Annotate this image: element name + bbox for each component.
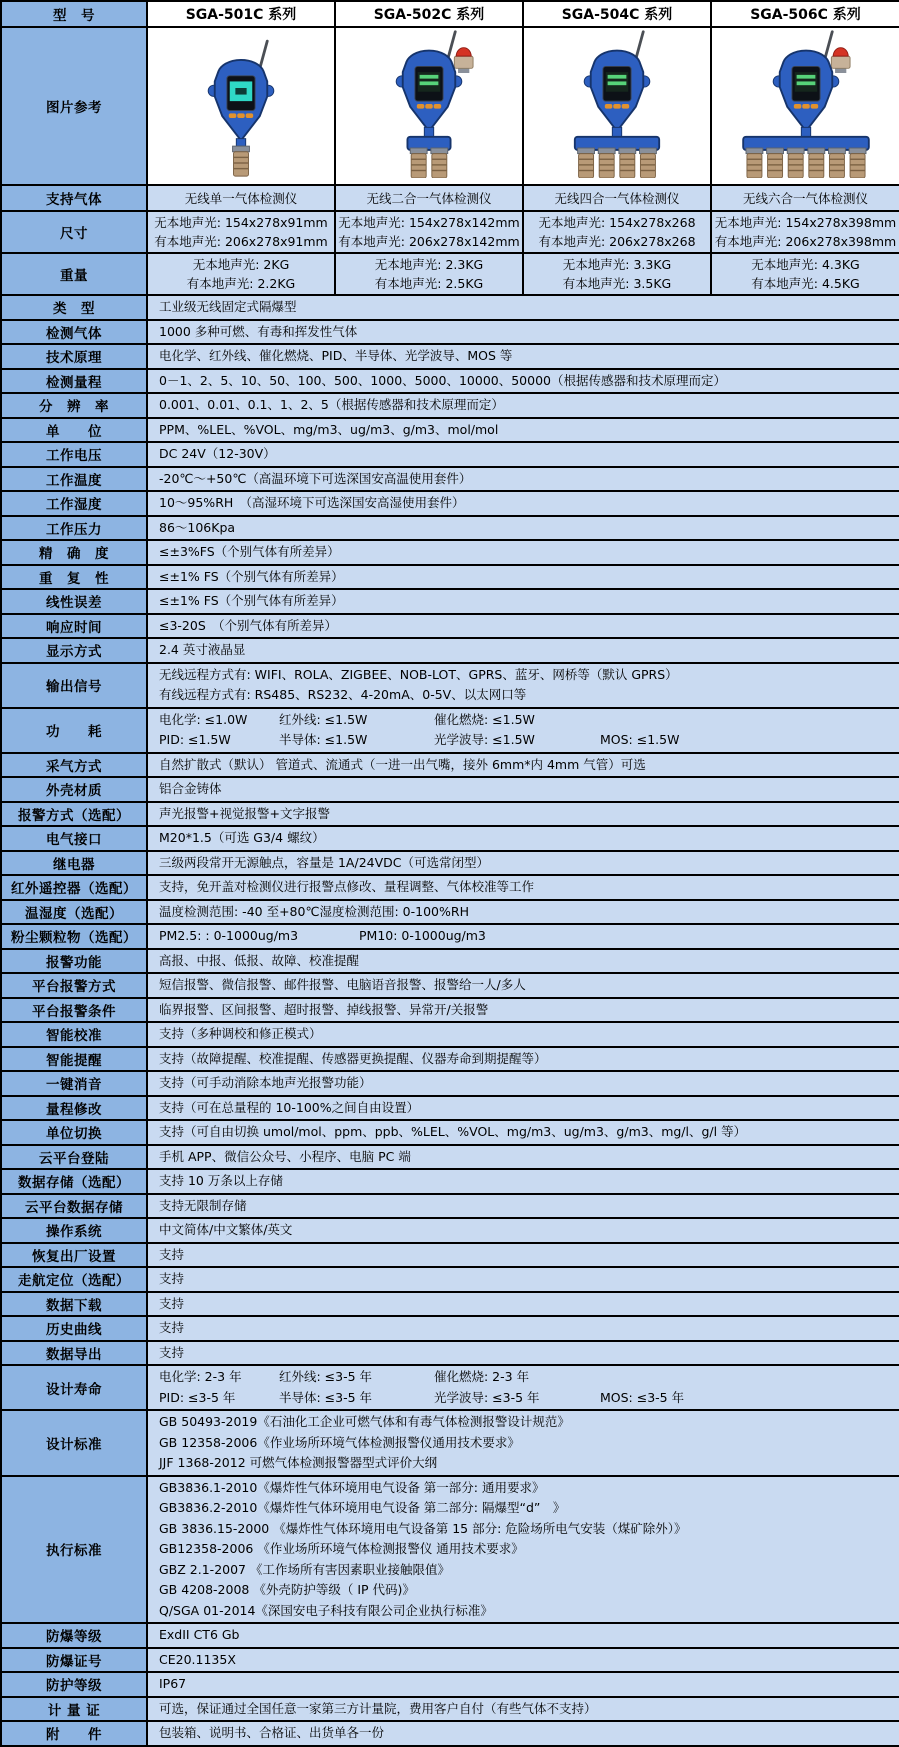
- spec-cell-line: 无线六合一气体检测仪: [742, 190, 868, 206]
- model-name-2: SGA-502C 系列: [335, 1, 523, 27]
- spec-value: [147, 924, 899, 949]
- spec-value: 铝合金铸体: [147, 777, 899, 802]
- image-row-label: 图片参考: [1, 27, 147, 185]
- spec-row: [1, 253, 899, 295]
- spec-value: DC 24V（12-30V）: [147, 442, 899, 467]
- spec-value-line: GB 4208-2008 《外壳防护等级（ IP 代码)》: [159, 1582, 415, 1597]
- spec-row: [1, 1648, 899, 1673]
- spec-value: [147, 900, 899, 925]
- spec-cell-line: 无本地声光: 4.3KG: [751, 257, 860, 272]
- spec-row: [1, 973, 899, 998]
- row-label: 附 件: [1, 1721, 147, 1746]
- spec-row: [1, 491, 899, 516]
- spec-value: 声光报警+视觉报警+文字报警: [147, 802, 899, 827]
- sensor-probe-icon: [766, 148, 783, 178]
- spec-value-segment: PID: ≤1.5W: [159, 732, 231, 747]
- spec-value-line: GB 50493-2019《石油化工企业可燃气体和有毒气体检测报警设计规范》: [159, 1414, 570, 1429]
- spec-row: [1, 1071, 899, 1096]
- row-label: 粉尘颗粒物（选配）: [1, 924, 147, 949]
- sensor-probe-icon: [431, 148, 448, 178]
- spec-value-segment: PM10: 0-1000ug/m3: [359, 928, 486, 943]
- header-row: [1, 1, 899, 27]
- spec-value: ExdII CT6 Gb: [147, 1623, 899, 1648]
- spec-value-line: [159, 902, 895, 923]
- row-label: 执行标准: [1, 1476, 147, 1624]
- spec-row: [1, 1623, 899, 1648]
- spec-value-line: GB12358-2006 《作业场所环境气体检测报警仪 通用技术要求》: [159, 1541, 524, 1556]
- spec-cell-line: 有本地声光: 206x278x142mm: [338, 234, 520, 249]
- spec-value: 高报、中报、低报、故障、校准提醒: [147, 949, 899, 974]
- row-label: 数据存储（选配）: [1, 1169, 147, 1194]
- spec-value-segment: 电化学: 2-3 年: [159, 1369, 242, 1384]
- spec-row: [1, 393, 899, 418]
- spec-value: 10～95%RH （高湿环境下可选深国安高湿使用套件）: [147, 491, 899, 516]
- row-label: 报警方式（选配）: [1, 802, 147, 827]
- spec-cell-line: 有本地声光: 206x278x268: [538, 234, 696, 249]
- row-label: 重 复 性: [1, 565, 147, 590]
- spec-row: [1, 516, 899, 541]
- spec-row: [1, 1218, 899, 1243]
- model-header-label: 型 号: [1, 1, 147, 27]
- spec-value: 支持（可自由切换 umol/mol、ppm、ppb、%LEL、%VOL、mg/m3、ug/m3、g/m3、mg/l、g/l 等）: [147, 1120, 899, 1145]
- spec-cell-line: 无本地声光: 2.3KG: [374, 257, 484, 272]
- spec-row: [1, 1697, 899, 1722]
- spec-table-body: [1, 1, 899, 1746]
- spec-value-segment: 湿度检测范围: 0-100%RH: [319, 903, 469, 919]
- spec-cell: [711, 211, 899, 253]
- spec-value: 中文简体/中文繁体/英文: [147, 1218, 899, 1243]
- spec-value: [147, 1476, 899, 1624]
- spec-row: [1, 1672, 899, 1697]
- row-label: 防爆等级: [1, 1623, 147, 1648]
- sensor-probe-icon: [598, 148, 615, 178]
- spec-value-segment: MOS: ≤3-5 年: [600, 1389, 685, 1405]
- sensor-probe-icon: [807, 148, 824, 178]
- row-label: 精 确 度: [1, 540, 147, 565]
- spec-value-segment: MOS: ≤1.5W: [600, 732, 680, 747]
- spec-row: [1, 1316, 899, 1341]
- spec-value: 支持（可在总量程的 10-100%之间自由设置）: [147, 1096, 899, 1121]
- spec-value: M20*1.5（可选 G3/4 螺纹）: [147, 826, 899, 851]
- spec-row: [1, 1096, 899, 1121]
- spec-row: [1, 442, 899, 467]
- row-label: 检测量程: [1, 369, 147, 394]
- spec-value: 86～106Kpa: [147, 516, 899, 541]
- spec-cell-line: 有本地声光: 2.5KG: [374, 276, 484, 291]
- spec-value: [147, 1410, 899, 1476]
- spec-cell: [523, 185, 711, 211]
- row-label: 操作系统: [1, 1218, 147, 1243]
- spec-row: [1, 1476, 899, 1624]
- spec-value-line: [159, 1367, 895, 1388]
- row-label: 响应时间: [1, 614, 147, 639]
- spec-row: [1, 875, 899, 900]
- row-label: 工作电压: [1, 442, 147, 467]
- row-label: 继电器: [1, 851, 147, 876]
- spec-value-segment: PM2.5: : 0-1000ug/m3: [159, 928, 299, 943]
- spec-value-line: [159, 730, 895, 751]
- spec-row: [1, 1721, 899, 1746]
- spec-value-segment: 半导体: ≤3-5 年: [279, 1389, 373, 1405]
- spec-value: 支持: [147, 1292, 899, 1317]
- row-label: 云平台数据存储: [1, 1194, 147, 1219]
- spec-row: [1, 467, 899, 492]
- spec-row: [1, 1267, 899, 1292]
- spec-value: 手机 APP、微信公众号、小程序、电脑 PC 端: [147, 1145, 899, 1170]
- alarm-beacon-icon: [454, 48, 473, 73]
- spec-row: [1, 1022, 899, 1047]
- product-image-SGA-502C: [335, 27, 523, 185]
- row-label: 智能提醒: [1, 1047, 147, 1072]
- spec-cell: [523, 253, 711, 295]
- spec-row: [1, 369, 899, 394]
- detector-illustration-SGA-501C: [157, 28, 325, 178]
- spec-value: CE20.1135X: [147, 1648, 899, 1673]
- row-label: 单 位: [1, 418, 147, 443]
- row-label: 工作湿度: [1, 491, 147, 516]
- row-label: 重量: [1, 253, 147, 295]
- spec-value-line: [159, 710, 895, 731]
- sensor-probe-icon: [640, 148, 657, 178]
- row-label: 数据导出: [1, 1341, 147, 1366]
- spec-value-segment: 催化燃烧: 2-3 年: [434, 1369, 530, 1384]
- detector-body: [773, 51, 839, 132]
- spec-row: [1, 540, 899, 565]
- spec-cell: [147, 253, 335, 295]
- spec-value-line: Q/SGA 01-2014《深国安电子科技有限公司企业执行标准》: [159, 1602, 493, 1618]
- spec-cell-line: 无线四合一气体检测仪: [554, 190, 680, 206]
- row-label: 云平台登陆: [1, 1145, 147, 1170]
- spec-cell: [335, 211, 523, 253]
- spec-value-line: GB 3836.15-2000 《爆炸性气体环境用电气设备第 15 部分: 危险场所电气安装（煤矿除外）》: [159, 1520, 687, 1536]
- spec-cell-line: 有本地声光: 206x278x398mm: [714, 234, 897, 249]
- spec-value: 支持: [147, 1316, 899, 1341]
- detector-body: [584, 51, 650, 132]
- product-image-SGA-506C: [711, 27, 899, 185]
- spec-cell-line: 无本地声光: 154x278x268: [538, 215, 696, 230]
- row-label: 数据下载: [1, 1292, 147, 1317]
- spec-value: 支持（可手动消除本地声光报警功能）: [147, 1071, 899, 1096]
- spec-row: [1, 185, 899, 211]
- spec-cell: [147, 211, 335, 253]
- row-label: 尺寸: [1, 211, 147, 253]
- sensor-probe-icon: [233, 146, 250, 176]
- spec-cell-line: 有本地声光: 2.2KG: [186, 276, 296, 291]
- sensor-probe-icon: [410, 148, 427, 178]
- alarm-beacon-icon: [831, 48, 850, 73]
- spec-value-line: JJF 1368-2012 可燃气体检测报警器型式评价大纲: [159, 1455, 438, 1470]
- row-label: 采气方式: [1, 753, 147, 778]
- spec-value-segment: 光学波导: ≤1.5W: [434, 732, 535, 747]
- row-label: 计 量 证: [1, 1697, 147, 1722]
- spec-row: [1, 949, 899, 974]
- spec-value: 工业级无线固定式隔爆型: [147, 295, 899, 320]
- image-row: [1, 27, 899, 185]
- row-label: 检测气体: [1, 320, 147, 345]
- spec-value-segment: 红外线: ≤3-5 年: [279, 1369, 373, 1384]
- spec-value-segment: 催化燃烧: ≤1.5W: [434, 711, 535, 727]
- spec-row: [1, 211, 899, 253]
- row-label: 报警功能: [1, 949, 147, 974]
- spec-row: [1, 1169, 899, 1194]
- spec-row: [1, 1194, 899, 1219]
- spec-row: [1, 1047, 899, 1072]
- row-label: 历史曲线: [1, 1316, 147, 1341]
- spec-value: [147, 708, 899, 753]
- detector-body: [396, 51, 462, 132]
- row-label: 红外遥控器（选配）: [1, 875, 147, 900]
- row-label: 工作温度: [1, 467, 147, 492]
- spec-row: [1, 1145, 899, 1170]
- detector-body: [208, 60, 274, 141]
- row-label: 输出信号: [1, 663, 147, 708]
- detector-illustration-SGA-504C: [533, 28, 701, 178]
- spec-value: -20℃～+50℃（高温环境下可选深国安高温使用套件）: [147, 467, 899, 492]
- spec-cell-line: 无本地声光: 154x278x142mm: [338, 215, 520, 230]
- spec-row: [1, 753, 899, 778]
- spec-row: [1, 295, 899, 320]
- row-label: 功 耗: [1, 708, 147, 753]
- spec-value: 1000 多种可燃、有毒和挥发性气体: [147, 320, 899, 345]
- spec-cell-line: 有本地声光: 4.5KG: [751, 276, 860, 291]
- row-label: 线性误差: [1, 589, 147, 614]
- spec-value: 0.001、0.01、0.1、1、2、5（根据传感器和技术原理而定）: [147, 393, 899, 418]
- spec-row: [1, 1120, 899, 1145]
- product-image-SGA-504C: [523, 27, 711, 185]
- spec-cell: [335, 253, 523, 295]
- spec-value: ≤±1% FS（个别气体有所差异）: [147, 589, 899, 614]
- spec-value-line: GBZ 2.1-2007 《工作场所有害因素职业接触限值》: [159, 1561, 450, 1577]
- sensor-probe-icon: [787, 148, 804, 178]
- spec-row: [1, 998, 899, 1023]
- spec-cell-line: 无线单一气体检测仪: [184, 190, 298, 206]
- row-label: 类 型: [1, 295, 147, 320]
- spec-value: ≤±3%FS（个别气体有所差异）: [147, 540, 899, 565]
- sensor-probe-icon: [619, 148, 636, 178]
- spec-value: 可选，保证通过全国任意一家第三方计量院，费用客户自付（有些气体不支持）: [147, 1697, 899, 1722]
- spec-value: ≤±1% FS（个别气体有所差异）: [147, 565, 899, 590]
- spec-value: IP67: [147, 1672, 899, 1697]
- spec-value: 电化学、红外线、催化燃烧、PID、半导体、光学波导、MOS 等: [147, 344, 899, 369]
- row-label: 显示方式: [1, 638, 147, 663]
- row-label: 平台报警条件: [1, 998, 147, 1023]
- model-name-4: SGA-506C 系列: [711, 1, 899, 27]
- row-label: 设计寿命: [1, 1365, 147, 1410]
- spec-value: 支持: [147, 1267, 899, 1292]
- spec-row: [1, 851, 899, 876]
- detector-illustration-SGA-506C: [722, 28, 890, 178]
- spec-cell: [523, 211, 711, 253]
- spec-value: [147, 1365, 899, 1410]
- spec-value-segment: 光学波导: ≤3-5 年: [434, 1389, 540, 1405]
- spec-value-segment: 温度检测范围: -40 至+80℃: [159, 903, 320, 919]
- spec-row: [1, 900, 899, 925]
- spec-row: [1, 1243, 899, 1268]
- spec-value: 支持（故障提醒、校准提醒、传感器更换提醒、仪器寿命到期提醒等）: [147, 1047, 899, 1072]
- row-label: 智能校准: [1, 1022, 147, 1047]
- sensor-probe-icon: [578, 148, 595, 178]
- product-image-SGA-501C: [147, 27, 335, 185]
- spec-value: 支持: [147, 1341, 899, 1366]
- spec-cell: [147, 185, 335, 211]
- row-label: 走航定位（选配）: [1, 1267, 147, 1292]
- spec-row: [1, 344, 899, 369]
- spec-row: [1, 802, 899, 827]
- spec-value: 支持无限制存储: [147, 1194, 899, 1219]
- spec-value: PPM、%LEL、%VOL、mg/m3、ug/m3、g/m3、mol/mol: [147, 418, 899, 443]
- spec-value-line: GB 12358-2006《作业场所环境气体检测报警仪通用技术要求》: [159, 1434, 520, 1450]
- spec-value: 支持 10 万条以上存储: [147, 1169, 899, 1194]
- sensor-probe-icon: [746, 148, 763, 178]
- spec-row: [1, 777, 899, 802]
- spec-value-line: 无线远程方式有: WIFI、ROLA、ZIGBEE、NOB-LOT、GPRS、蓝牙、网桥等（默认 GPRS）: [159, 666, 678, 682]
- spec-value-line: GB3836.2-2010《爆炸性气体环境用电气设备 第二部分: 隔爆型“d” 》: [159, 1500, 566, 1515]
- row-label: 设计标准: [1, 1410, 147, 1476]
- row-label: 支持气体: [1, 185, 147, 211]
- spec-row: [1, 1410, 899, 1476]
- model-name-1: SGA-501C 系列: [147, 1, 335, 27]
- spec-row: [1, 826, 899, 851]
- spec-row: [1, 565, 899, 590]
- model-name-3: SGA-504C 系列: [523, 1, 711, 27]
- spec-value: 临界报警、区间报警、超时报警、掉线报警、异常开/关报警: [147, 998, 899, 1023]
- row-label: 电气接口: [1, 826, 147, 851]
- spec-value: 短信报警、微信报警、邮件报警、电脑语音报警、报警给一人/多人: [147, 973, 899, 998]
- spec-value-line: GB3836.1-2010《爆炸性气体环境用电气设备 第一部分: 通用要求》: [159, 1479, 545, 1495]
- spec-value: 包装箱、说明书、合格证、出货单各一份: [147, 1721, 899, 1746]
- spec-row: [1, 663, 899, 708]
- spec-value: ≤3-20S （个别气体有所差异）: [147, 614, 899, 639]
- spec-value-line: [159, 1388, 895, 1409]
- row-label: 温湿度（选配）: [1, 900, 147, 925]
- row-label: 防爆证号: [1, 1648, 147, 1673]
- spec-cell: [711, 185, 899, 211]
- sensor-probe-icon: [828, 148, 845, 178]
- spec-cell-line: 无本地声光: 154x278x91mm: [154, 215, 328, 230]
- spec-cell-line: 无本地声光: 154x278x398mm: [714, 215, 897, 230]
- row-label: 单位切换: [1, 1120, 147, 1145]
- spec-row: [1, 924, 899, 949]
- spec-row: [1, 589, 899, 614]
- row-label: 外壳材质: [1, 777, 147, 802]
- spec-value-segment: 红外线: ≤1.5W: [279, 711, 368, 727]
- spec-row: [1, 418, 899, 443]
- spec-cell: [335, 185, 523, 211]
- spec-value: 三级两段常开无源触点，容量是 1A/24VDC（可选常闭型）: [147, 851, 899, 876]
- row-label: 恢复出厂设置: [1, 1243, 147, 1268]
- spec-value: 支持，免开盖对检测仪进行报警点修改、量程调整、气体校准等工作: [147, 875, 899, 900]
- spec-value: [147, 663, 899, 708]
- sensor-probe-icon: [849, 148, 866, 178]
- spec-cell-line: 无线二合一气体检测仪: [366, 190, 492, 206]
- spec-cell-line: 有本地声光: 3.5KG: [562, 276, 672, 291]
- spec-value: 支持: [147, 1243, 899, 1268]
- row-label: 一键消音: [1, 1071, 147, 1096]
- detector-illustration-SGA-502C: [345, 28, 513, 178]
- row-label: 防护等级: [1, 1672, 147, 1697]
- spec-cell: [711, 253, 899, 295]
- row-label: 量程修改: [1, 1096, 147, 1121]
- spec-cell-line: 无本地声光: 3.3KG: [562, 257, 672, 272]
- spec-value: 2.4 英寸液晶显: [147, 638, 899, 663]
- spec-row: [1, 614, 899, 639]
- spec-row: [1, 320, 899, 345]
- spec-value: 自然扩散式（默认） 管道式、流通式（一进一出气嘴，接外 6mm*内 4mm 气管）可选: [147, 753, 899, 778]
- spec-row: [1, 1292, 899, 1317]
- row-label: 平台报警方式: [1, 973, 147, 998]
- row-label: 技术原理: [1, 344, 147, 369]
- spec-row: [1, 1341, 899, 1366]
- spec-value: 支持（多种调校和修正模式）: [147, 1022, 899, 1047]
- spec-value-line: 有线远程方式有: RS485、RS232、4-20mA、0-5V、以太网口等: [159, 687, 527, 702]
- spec-value-segment: 半导体: ≤1.5W: [279, 732, 368, 747]
- spec-cell-line: 有本地声光: 206x278x91mm: [154, 234, 328, 249]
- spec-row: [1, 708, 899, 753]
- row-label: 分 辨 率: [1, 393, 147, 418]
- row-label: 工作压力: [1, 516, 147, 541]
- spec-value-line: [159, 926, 895, 947]
- spec-row: [1, 1365, 899, 1410]
- spec-row: [1, 638, 899, 663]
- spec-value-segment: PID: ≤3-5 年: [159, 1389, 236, 1405]
- spec-cell-line: 无本地声光: 2KG: [192, 257, 290, 272]
- spec-value-segment: 电化学: ≤1.0W: [159, 711, 248, 727]
- spec-value: 0－1、2、5、10、50、100、500、1000、5000、10000、50000（根据传感器和技术原理而定）: [147, 369, 899, 394]
